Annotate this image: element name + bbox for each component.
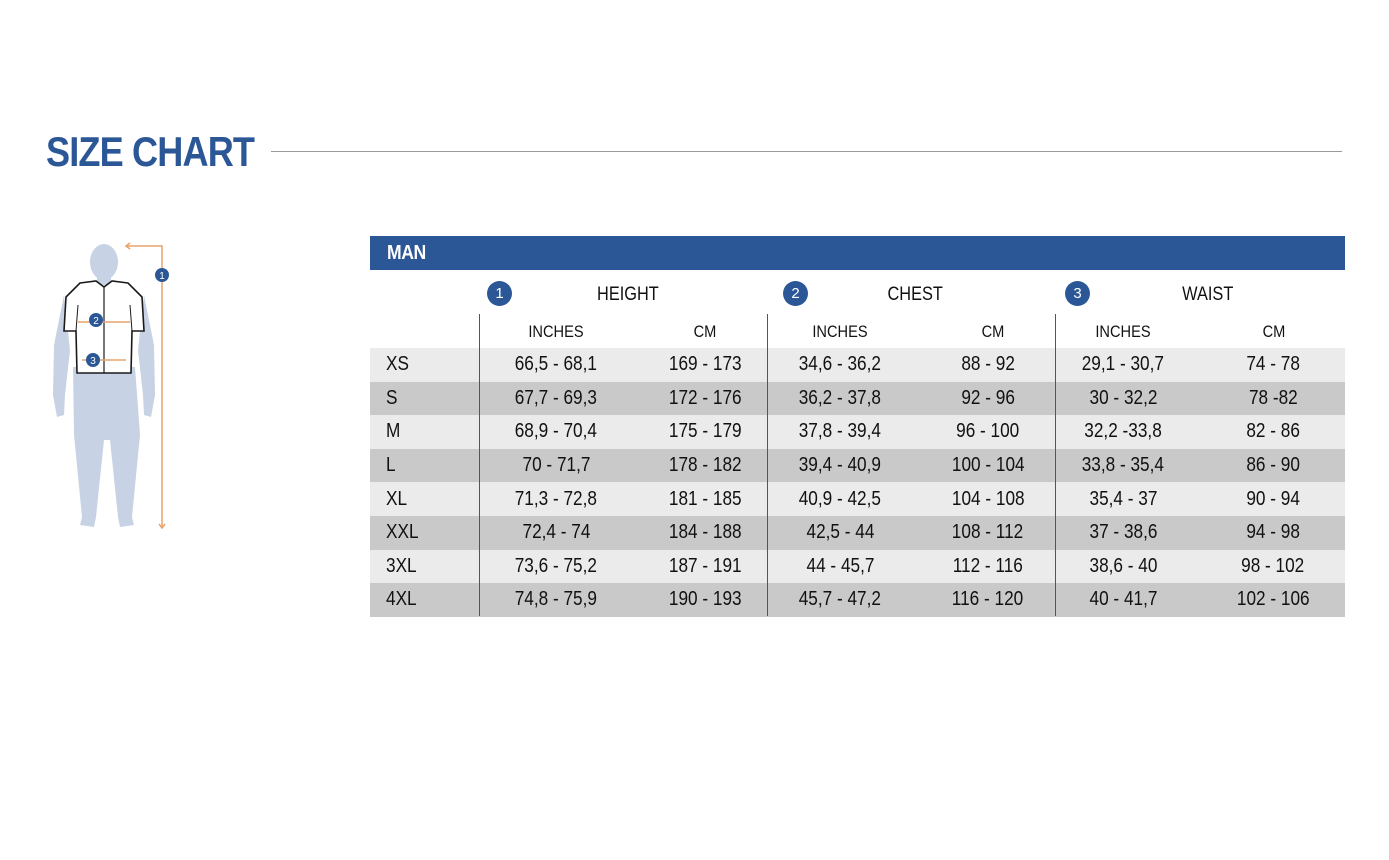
measurement-text: 35,4 - 37 xyxy=(1089,487,1157,510)
unit-header: CM xyxy=(693,322,717,341)
measurement-text: 44 - 45,7 xyxy=(806,554,874,577)
size-label xyxy=(386,415,403,449)
measurement-text: 92 - 96 xyxy=(961,386,1015,409)
measurement-text: 86 - 90 xyxy=(1246,454,1300,477)
measurement-text: 68,9 - 70,4 xyxy=(514,420,598,443)
measurement-text: 32,2 -33,8 xyxy=(1084,420,1162,443)
chest-label: CHEST xyxy=(887,284,943,305)
measurement-text: 71,3 - 72,8 xyxy=(514,487,598,510)
measurement-cell xyxy=(630,348,780,382)
measurement-cell xyxy=(1198,583,1348,617)
measurement-cell xyxy=(1198,415,1348,449)
size-text: XXL xyxy=(386,521,419,544)
measurement-cell xyxy=(481,550,631,584)
measurement-text: 36,2 - 37,8 xyxy=(798,386,882,409)
size-text: L xyxy=(386,454,396,477)
size-label xyxy=(386,550,422,584)
measurement-cell xyxy=(913,482,1063,516)
measurement-cell xyxy=(1048,482,1198,516)
measurement-text: 40,9 - 42,5 xyxy=(798,487,882,510)
measurement-text: 112 - 116 xyxy=(952,554,1024,577)
waist-number-badge: 3 xyxy=(1065,281,1090,306)
size-text: S xyxy=(386,386,398,409)
measurement-text: 78 -82 xyxy=(1248,386,1298,409)
unit-header-row xyxy=(370,314,1345,348)
measurement-cell xyxy=(1048,583,1198,617)
size-label xyxy=(386,348,413,382)
measurement-cell xyxy=(913,550,1063,584)
measurement-cell xyxy=(1198,449,1348,483)
size-label xyxy=(386,449,397,483)
measurement-cell xyxy=(630,516,780,550)
measurement-text: 37 - 38,6 xyxy=(1089,521,1157,544)
measurement-cell xyxy=(630,415,780,449)
measurement-text: 66,5 - 68,1 xyxy=(514,353,598,376)
measurement-text: 116 - 120 xyxy=(952,588,1024,611)
measurement-text: 37,8 - 39,4 xyxy=(798,420,882,443)
measurement-text: 30 - 32,2 xyxy=(1089,386,1157,409)
measurement-cell xyxy=(765,449,915,483)
table-row xyxy=(370,583,1345,617)
unit-header: CM xyxy=(981,322,1005,341)
measurement-text: 39,4 - 40,9 xyxy=(798,454,882,477)
table-row xyxy=(370,382,1345,416)
measurement-text: 98 - 102 xyxy=(1241,554,1305,577)
size-label xyxy=(386,516,424,550)
height-header xyxy=(487,280,512,306)
measurement-cell xyxy=(481,348,631,382)
table-row xyxy=(370,348,1345,382)
measurement-cell xyxy=(913,348,1063,382)
unit-header: INCHES xyxy=(1095,322,1151,341)
column-divider xyxy=(479,314,480,616)
measurement-text: 169 - 173 xyxy=(668,353,742,376)
measurement-cell xyxy=(913,415,1063,449)
measurement-cell xyxy=(913,449,1063,483)
measurement-cell xyxy=(1048,449,1198,483)
measurement-cell xyxy=(1048,550,1198,584)
height-marker: 1 xyxy=(159,271,165,282)
measurement-text: 94 - 98 xyxy=(1246,521,1300,544)
measurement-text: 108 - 112 xyxy=(952,521,1024,544)
size-table xyxy=(370,236,1345,617)
measurement-text: 72,4 - 74 xyxy=(522,521,590,544)
measurement-cell xyxy=(1198,550,1348,584)
size-text: 4XL xyxy=(386,588,417,611)
table-row xyxy=(370,516,1345,550)
table-row xyxy=(370,415,1345,449)
chest-marker: 2 xyxy=(93,316,99,327)
measurement-cell xyxy=(630,482,780,516)
height-label: HEIGHT xyxy=(597,284,659,305)
measurement-cell xyxy=(765,415,915,449)
measurement-cell xyxy=(481,449,631,483)
measurement-text: 88 - 92 xyxy=(961,353,1015,376)
measurement-cell xyxy=(1198,482,1348,516)
unit-header: INCHES xyxy=(528,322,584,341)
section-label: MAN xyxy=(387,241,426,264)
body-measurement-figure xyxy=(40,235,190,540)
size-text: M xyxy=(386,420,401,443)
measurement-text: 178 - 182 xyxy=(668,454,742,477)
page-title: SIZE CHART xyxy=(46,128,255,175)
measurement-text: 187 - 191 xyxy=(668,554,742,577)
table-body xyxy=(370,348,1345,617)
measurement-cell xyxy=(913,583,1063,617)
measurement-text: 70 - 71,7 xyxy=(522,454,590,477)
measurement-text: 175 - 179 xyxy=(668,420,742,443)
size-label xyxy=(386,583,422,617)
measurement-text: 74 - 78 xyxy=(1246,353,1300,376)
measurement-text: 42,5 - 44 xyxy=(806,521,874,544)
measurement-text: 181 - 185 xyxy=(668,487,742,510)
chest-header xyxy=(783,280,808,306)
chest-number-badge: 2 xyxy=(783,281,808,306)
measurement-cell xyxy=(481,415,631,449)
table-row xyxy=(370,449,1345,483)
measurement-text: 100 - 104 xyxy=(951,454,1025,477)
measurement-cell xyxy=(630,449,780,483)
height-number-badge: 1 xyxy=(487,281,512,306)
measurement-cell xyxy=(913,516,1063,550)
measurement-text: 67,7 - 69,3 xyxy=(514,386,598,409)
measurement-cell xyxy=(630,583,780,617)
measurement-text: 33,8 - 35,4 xyxy=(1081,454,1165,477)
measurement-cell xyxy=(630,382,780,416)
column-divider xyxy=(1055,314,1056,616)
title-divider xyxy=(271,151,1342,152)
waist-marker: 3 xyxy=(90,356,96,367)
table-row xyxy=(370,482,1345,516)
measurement-cell xyxy=(765,516,915,550)
measurement-cell xyxy=(1198,516,1348,550)
measurement-cell xyxy=(481,516,631,550)
size-text: XS xyxy=(386,353,409,376)
measurement-cell xyxy=(913,382,1063,416)
measurement-cell xyxy=(765,348,915,382)
measurement-text: 184 - 188 xyxy=(668,521,742,544)
measurement-text: 90 - 94 xyxy=(1246,487,1300,510)
measurement-cell xyxy=(765,382,915,416)
measurement-cell xyxy=(765,583,915,617)
size-label xyxy=(386,482,410,516)
measurement-text: 29,1 - 30,7 xyxy=(1081,353,1165,376)
measurement-text: 38,6 - 40 xyxy=(1089,554,1157,577)
measurement-cell xyxy=(481,482,631,516)
measurement-text: 34,6 - 36,2 xyxy=(798,353,882,376)
measurement-text: 73,6 - 75,2 xyxy=(514,554,598,577)
size-text: XL xyxy=(386,487,408,510)
measurement-text: 104 - 108 xyxy=(951,487,1025,510)
measurement-cell xyxy=(1048,382,1198,416)
measurement-cell xyxy=(630,550,780,584)
measurement-text: 102 - 106 xyxy=(1236,588,1310,611)
column-divider xyxy=(767,314,768,616)
measurement-text: 172 - 176 xyxy=(668,386,742,409)
unit-header: CM xyxy=(1262,322,1286,341)
size-text: 3XL xyxy=(386,554,417,577)
unit-header: INCHES xyxy=(812,322,868,341)
waist-label: WAIST xyxy=(1182,284,1234,305)
measurement-text: 45,7 - 47,2 xyxy=(798,588,882,611)
measurement-cell xyxy=(481,382,631,416)
measurement-cell xyxy=(481,583,631,617)
section-header xyxy=(370,236,1345,270)
measurement-text: 74,8 - 75,9 xyxy=(514,588,598,611)
measurement-text: 82 - 86 xyxy=(1246,420,1300,443)
measurement-cell xyxy=(1198,348,1348,382)
waist-header xyxy=(1065,280,1090,306)
measurement-text: 96 - 100 xyxy=(956,420,1020,443)
measurement-cell xyxy=(1198,382,1348,416)
measurement-text: 40 - 41,7 xyxy=(1089,588,1157,611)
size-label xyxy=(386,382,399,416)
measurement-cell xyxy=(1048,516,1198,550)
measure-header-row xyxy=(370,270,1345,314)
table-row xyxy=(370,550,1345,584)
cyclist-silhouette-icon xyxy=(40,235,190,540)
measurement-cell xyxy=(765,550,915,584)
measurement-cell xyxy=(765,482,915,516)
measurement-cell xyxy=(1048,348,1198,382)
measurement-text: 190 - 193 xyxy=(668,588,742,611)
measurement-cell xyxy=(1048,415,1198,449)
